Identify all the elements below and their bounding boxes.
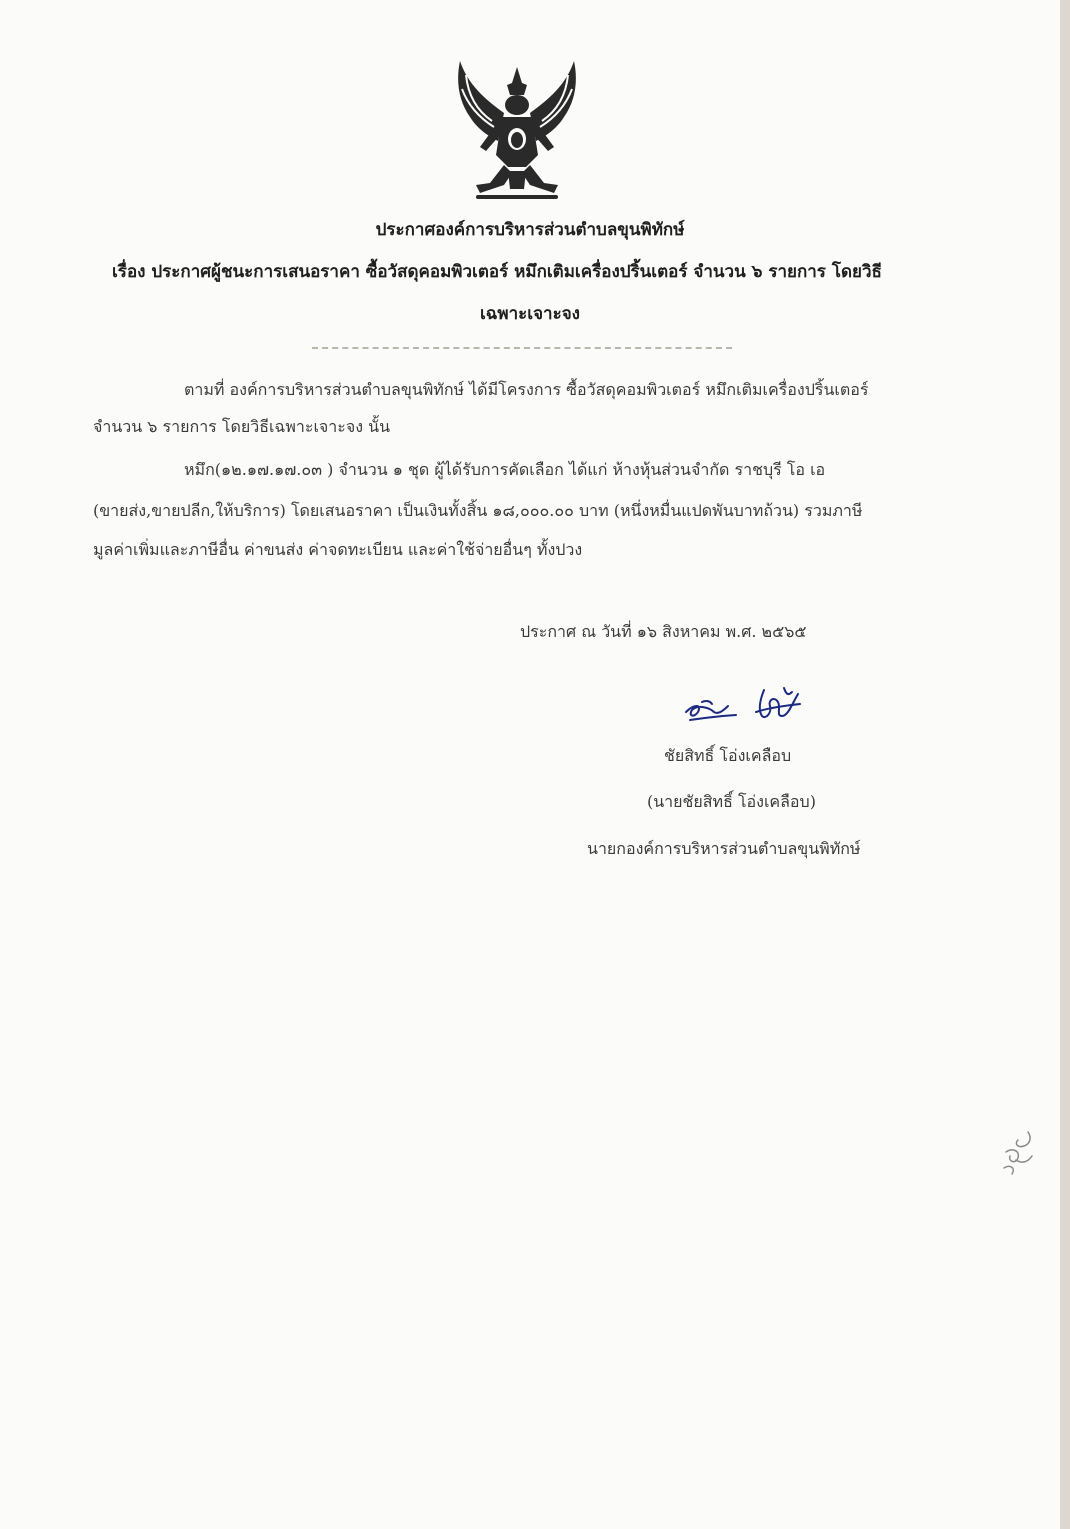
- announcement-title: ประกาศองค์การบริหารส่วนตำบลขุนพิทักษ์: [375, 220, 685, 240]
- garuda-emblem-icon: [446, 55, 588, 205]
- handwritten-signature: [680, 682, 805, 727]
- paragraph-1-line-2: จำนวน ๖ รายการ โดยวิธีเฉพาะเจาะจง นั้น: [93, 417, 391, 436]
- page-edge-shadow: [1060, 0, 1070, 1529]
- paragraph-1-line-1: ตามที่ องค์การบริหารส่วนตำบลขุนพิทักษ์ ได้มีโครงการ ซื้อวัสดุคอมพิวเตอร์ หมึกเติมเครื่องปริ้นเตอร์: [184, 380, 869, 399]
- announcement-date: ประกาศ ณ วันที่ ๑๖ สิงหาคม พ.ศ. ๒๕๖๕: [520, 622, 807, 641]
- paragraph-2-line-2: (ขายส่ง,ขายปลีก,ให้บริการ) โดยเสนอราคา เป็นเงินทั้งสิ้น ๑๘,๐๐๐.๐๐ บาท (หนึ่งหมื่นแปดพันบาทถ้วน) รวมภาษี: [93, 501, 863, 520]
- divider-rule: [312, 347, 732, 349]
- subject-line-2: เฉพาะเจาะจง: [480, 304, 580, 324]
- paragraph-2-line-1: หมึก(๑๒.๑๗.๑๗.๐๓ ) จำนวน ๑ ชุด ผู้ได้รับการคัดเลือก ได้แก่ ห้างหุ้นส่วนจำกัด ราชบุรี โอ เอ: [184, 460, 826, 479]
- signatory-full-name: (นายชัยสิทธิ์ โอ่งเคลือบ): [647, 792, 816, 811]
- paragraph-2-line-3: มูลค่าเพิ่มและภาษีอื่น ค่าขนส่ง ค่าจดทะเบียน และค่าใช้จ่ายอื่นๆ ทั้งปวง: [93, 540, 583, 559]
- subject-line-1: เรื่อง ประกาศผู้ชนะการเสนอราคา ซื้อวัสดุคอมพิวเตอร์ หมึกเติมเครื่องปริ้นเตอร์ จำนวน ๖ รายการ โดยวิธี: [112, 262, 882, 282]
- signatory-position: นายกองค์การบริหารส่วนตำบลขุนพิทักษ์: [587, 839, 861, 858]
- handwritten-initial-mark: [998, 1128, 1038, 1178]
- signatory-name: ชัยสิทธิ์ โอ่งเคลือบ: [664, 746, 792, 765]
